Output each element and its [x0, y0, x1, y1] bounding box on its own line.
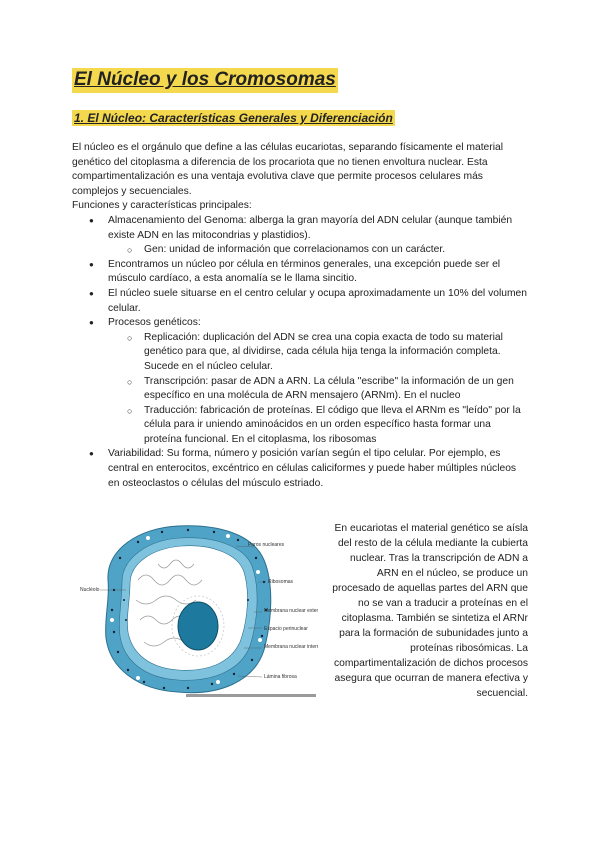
nucleolus: [178, 602, 218, 650]
label-ribosomas: Ribosomas: [268, 579, 294, 585]
label-espacio: Espacio perinuclear: [264, 626, 308, 632]
bullet-transcripcion: Transcripción: pasar de ADN a ARN. La célula "escribe" la información de un gen específico en una molécula de ARN mensajero (ARNm). En el nucleo: [144, 375, 514, 402]
bullet-procesos: Procesos genéticos:: [108, 317, 201, 329]
main-text: [72, 141, 528, 491]
sublist: [108, 243, 528, 258]
bullet-traduccion: Traducción: fabricación de proteínas. El código que lleva el ARNm es "leído" por la célula para ir uniendo aminoácidos en un orden específico hasta formar una proteína funcional. En el citoplasma, los ribosomas: [144, 404, 521, 445]
bullet-un-nucleo: Encontramos un núcleo por célula en términos generales, una excepción puede ser el músculo cardíaco, a esta anomalía se le llama sincitio.: [108, 258, 501, 285]
nucleus-diagram: [78, 520, 318, 698]
label-membrana-externa: Membrana nuclear externa: [264, 608, 318, 614]
list-item: [72, 214, 528, 258]
bullet-centro: El núcleo suele situarse en el centro celular y ocupa aproximadamente un 10% del volumen celular.: [108, 287, 527, 314]
nucleus-figure: [78, 520, 318, 698]
sublist: [108, 331, 528, 448]
functions-heading: Funciones y características principales:: [72, 200, 252, 212]
list-item: [108, 404, 528, 448]
list-item: [72, 287, 528, 316]
list-item: [108, 243, 528, 258]
functions-list: [72, 214, 528, 491]
bullet-variabilidad: Variabilidad: Su forma, número y posición varían según el tipo celular. Por ejemplo, es central en enterocitos, excéntrico en células caliciformes y puede haber múltiples núcleos en osteoclastos o células del músculo estriado.: [108, 448, 517, 489]
label-poros: Poros nucleares: [248, 542, 285, 548]
list-item: [108, 375, 528, 404]
page-title: El Núcleo y los Cromosomas: [72, 68, 338, 93]
list-item: [72, 316, 528, 447]
figure-divider: [186, 694, 316, 697]
intro-paragraph: El núcleo es el orgánulo que define a las células eucariotas, separando físicamente el material genético del citoplasma a diferencia de los procariota que no tienen envoltura nuclear. Esta compartimentalización es una ventaja evolutiva clave que permite procesos celulares más complejos y secuenciales.: [72, 142, 504, 197]
bullet-gen: Gen: unidad de información que correlacionamos con un carácter.: [144, 244, 446, 256]
bullet-almacenamiento: Almacenamiento del Genoma: alberga la gran mayoría del ADN celular (aunque también existe ADN en las mitocondrias y plastidios).: [108, 214, 513, 241]
list-item: [108, 331, 528, 375]
label-nucleolo: Nucléolo: [80, 587, 100, 593]
section-title: 1. El Núcleo: Características Generales y Diferenciación: [74, 111, 393, 125]
list-item: [72, 258, 528, 287]
bullet-replicacion: Replicación: duplicación del ADN se crea una copia exacta de todo su material genético para que, al dividirse, cada célula hija tenga la información completa. Sucede en el núcleo celular.: [144, 331, 503, 372]
side-paragraph: En eucariotas el material genético se aísla del resto de la célula mediante la cubierta nuclear. Tras la transcripción de ADN a ARN en el núcleo, se produce un procesado de aquellas partes del ARN que no se van a traducir a proteínas en el citoplasma. También se sintetiza el ARNr para la formación de subunidades junto a proteínas ribosómicas. La compartimentalización de dichos procesos asegura que ocurran de manera efectiva y secuencial.: [332, 523, 528, 699]
list-item: [72, 447, 528, 491]
label-lamina: Lámina fibrosa: [264, 674, 297, 680]
label-membrana-interna: Membrana nuclear interna: [264, 644, 318, 650]
